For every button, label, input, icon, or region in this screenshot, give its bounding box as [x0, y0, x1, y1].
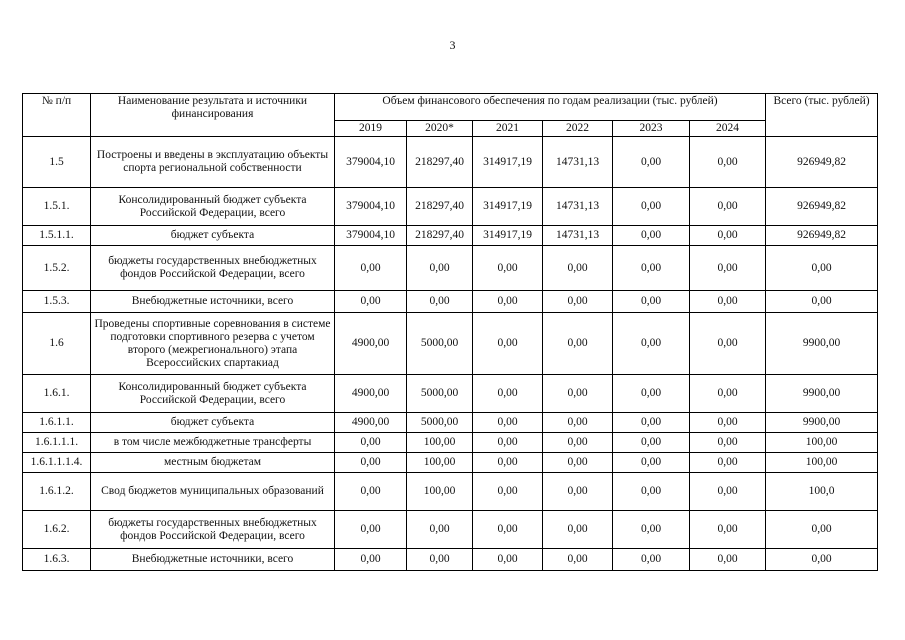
row-value: 0,00	[407, 511, 473, 549]
row-number: 1.6	[23, 313, 91, 375]
row-value: 5000,00	[407, 313, 473, 375]
row-number: 1.5.3.	[23, 291, 91, 313]
row-number: 1.5.2.	[23, 246, 91, 291]
row-total: 0,00	[766, 291, 878, 313]
table-row	[23, 137, 878, 188]
row-value: 0,00	[690, 453, 766, 473]
row-number: 1.6.1.1.1.	[23, 433, 91, 453]
row-number: 1.6.1.2.	[23, 473, 91, 511]
table-row	[23, 291, 878, 313]
row-value: 14731,13	[543, 226, 613, 246]
row-total: 100,00	[766, 433, 878, 453]
row-name: Консолидированный бюджет субъекта Российской Федерации, всего	[91, 188, 335, 226]
row-value: 0,00	[690, 549, 766, 571]
header-year: 2024	[690, 121, 766, 137]
row-value: 0,00	[543, 313, 613, 375]
row-value: 0,00	[335, 473, 407, 511]
row-name: в том числе межбюджетные трансферты	[91, 433, 335, 453]
row-value: 0,00	[690, 246, 766, 291]
row-name: Внебюджетные источники, всего	[91, 549, 335, 571]
row-number: 1.6.1.1.1.4.	[23, 453, 91, 473]
row-value: 5000,00	[407, 375, 473, 413]
row-number: 1.5.1.	[23, 188, 91, 226]
row-value: 314917,19	[473, 226, 543, 246]
header-name: Наименование результата и источники финансирования	[91, 94, 335, 137]
row-total: 9900,00	[766, 375, 878, 413]
row-value: 0,00	[613, 453, 690, 473]
row-number: 1.5	[23, 137, 91, 188]
row-value: 0,00	[473, 313, 543, 375]
row-value: 0,00	[690, 137, 766, 188]
row-total: 9900,00	[766, 313, 878, 375]
row-value: 0,00	[613, 291, 690, 313]
row-value: 0,00	[473, 511, 543, 549]
header-year: 2020*	[407, 121, 473, 137]
page-number: 3	[449, 38, 456, 52]
row-value: 0,00	[473, 375, 543, 413]
row-value: 0,00	[335, 453, 407, 473]
table-row	[23, 413, 878, 433]
row-value: 0,00	[690, 188, 766, 226]
row-total: 100,0	[766, 473, 878, 511]
row-value: 0,00	[543, 375, 613, 413]
table-row	[23, 549, 878, 571]
row-name: местным бюджетам	[91, 453, 335, 473]
row-value: 0,00	[543, 433, 613, 453]
table-row	[23, 433, 878, 453]
row-value: 0,00	[613, 473, 690, 511]
row-value: 0,00	[473, 433, 543, 453]
row-total: 926949,82	[766, 188, 878, 226]
row-value: 0,00	[613, 188, 690, 226]
row-value: 0,00	[473, 291, 543, 313]
row-value: 0,00	[473, 549, 543, 571]
row-value: 0,00	[690, 473, 766, 511]
row-value: 0,00	[690, 226, 766, 246]
row-name: Построены и введены в эксплуатацию объекты спорта региональной собственности	[91, 137, 335, 188]
table-row	[23, 188, 878, 226]
row-name: Проведены спортивные соревнования в системе подготовки спортивного резерва с учетом второго (межрегионального) этапа Всероссийских спартакиад	[91, 313, 335, 375]
row-value: 5000,00	[407, 413, 473, 433]
row-value: 218297,40	[407, 137, 473, 188]
row-value: 0,00	[543, 453, 613, 473]
row-total: 9900,00	[766, 413, 878, 433]
row-value: 0,00	[690, 291, 766, 313]
row-name: Консолидированный бюджет субъекта Российской Федерации, всего	[91, 375, 335, 413]
row-value: 0,00	[407, 291, 473, 313]
row-value: 0,00	[690, 375, 766, 413]
row-value: 0,00	[473, 473, 543, 511]
row-value: 0,00	[473, 413, 543, 433]
table-row	[23, 453, 878, 473]
row-value: 218297,40	[407, 226, 473, 246]
row-number: 1.6.2.	[23, 511, 91, 549]
row-value: 0,00	[613, 549, 690, 571]
row-value: 100,00	[407, 433, 473, 453]
row-total: 926949,82	[766, 226, 878, 246]
row-value: 379004,10	[335, 188, 407, 226]
row-name: бюджеты государственных внебюджетных фондов Российской Федерации, всего	[91, 511, 335, 549]
header-row	[23, 94, 878, 121]
header-total: Всего (тыс. рублей)	[766, 94, 878, 137]
row-value: 218297,40	[407, 188, 473, 226]
row-value: 0,00	[407, 549, 473, 571]
row-value: 14731,13	[543, 188, 613, 226]
table-row	[23, 473, 878, 511]
row-value: 0,00	[335, 511, 407, 549]
row-value: 14731,13	[543, 137, 613, 188]
row-value: 0,00	[473, 246, 543, 291]
row-value: 0,00	[335, 291, 407, 313]
row-value: 0,00	[613, 246, 690, 291]
header-num: № п/п	[23, 94, 91, 137]
row-value: 100,00	[407, 473, 473, 511]
row-value: 0,00	[543, 413, 613, 433]
row-number: 1.6.1.1.	[23, 413, 91, 433]
table-row	[23, 375, 878, 413]
row-total: 926949,82	[766, 137, 878, 188]
row-name: бюджет субъекта	[91, 226, 335, 246]
row-value: 0,00	[690, 413, 766, 433]
row-value: 0,00	[690, 511, 766, 549]
row-value: 0,00	[613, 413, 690, 433]
row-name: бюджеты государственных внебюджетных фондов Российской Федерации, всего	[91, 246, 335, 291]
table-row	[23, 313, 878, 375]
row-value: 314917,19	[473, 188, 543, 226]
row-number: 1.6.3.	[23, 549, 91, 571]
row-total: 0,00	[766, 511, 878, 549]
row-value: 0,00	[613, 137, 690, 188]
table-row	[23, 226, 878, 246]
row-value: 0,00	[543, 511, 613, 549]
header-year: 2023	[613, 121, 690, 137]
header-year: 2021	[473, 121, 543, 137]
table-body	[23, 137, 878, 571]
row-value: 379004,10	[335, 226, 407, 246]
row-value: 0,00	[335, 549, 407, 571]
row-value: 100,00	[407, 453, 473, 473]
row-value: 4900,00	[335, 375, 407, 413]
row-value: 0,00	[335, 433, 407, 453]
row-value: 0,00	[543, 246, 613, 291]
header-funding: Объем финансового обеспечения по годам реализации (тыс. рублей)	[335, 94, 766, 121]
row-value: 0,00	[613, 511, 690, 549]
row-value: 0,00	[335, 246, 407, 291]
row-total: 0,00	[766, 246, 878, 291]
row-name: Свод бюджетов муниципальных образований	[91, 473, 335, 511]
header-year: 2019	[335, 121, 407, 137]
row-value: 379004,10	[335, 137, 407, 188]
row-value: 0,00	[690, 433, 766, 453]
row-name: бюджет субъекта	[91, 413, 335, 433]
row-value: 0,00	[543, 473, 613, 511]
row-total: 100,00	[766, 453, 878, 473]
header-year: 2022	[543, 121, 613, 137]
row-value: 0,00	[473, 453, 543, 473]
row-value: 0,00	[407, 246, 473, 291]
row-number: 1.6.1.	[23, 375, 91, 413]
row-value: 0,00	[613, 313, 690, 375]
row-value: 314917,19	[473, 137, 543, 188]
row-value: 0,00	[690, 313, 766, 375]
row-total: 0,00	[766, 549, 878, 571]
table-row	[23, 511, 878, 549]
funding-table	[22, 93, 878, 571]
row-value: 0,00	[543, 549, 613, 571]
row-name: Внебюджетные источники, всего	[91, 291, 335, 313]
row-value: 4900,00	[335, 313, 407, 375]
row-value: 0,00	[543, 291, 613, 313]
row-value: 0,00	[613, 375, 690, 413]
row-number: 1.5.1.1.	[23, 226, 91, 246]
row-value: 0,00	[613, 433, 690, 453]
row-value: 4900,00	[335, 413, 407, 433]
row-value: 0,00	[613, 226, 690, 246]
table-row	[23, 246, 878, 291]
